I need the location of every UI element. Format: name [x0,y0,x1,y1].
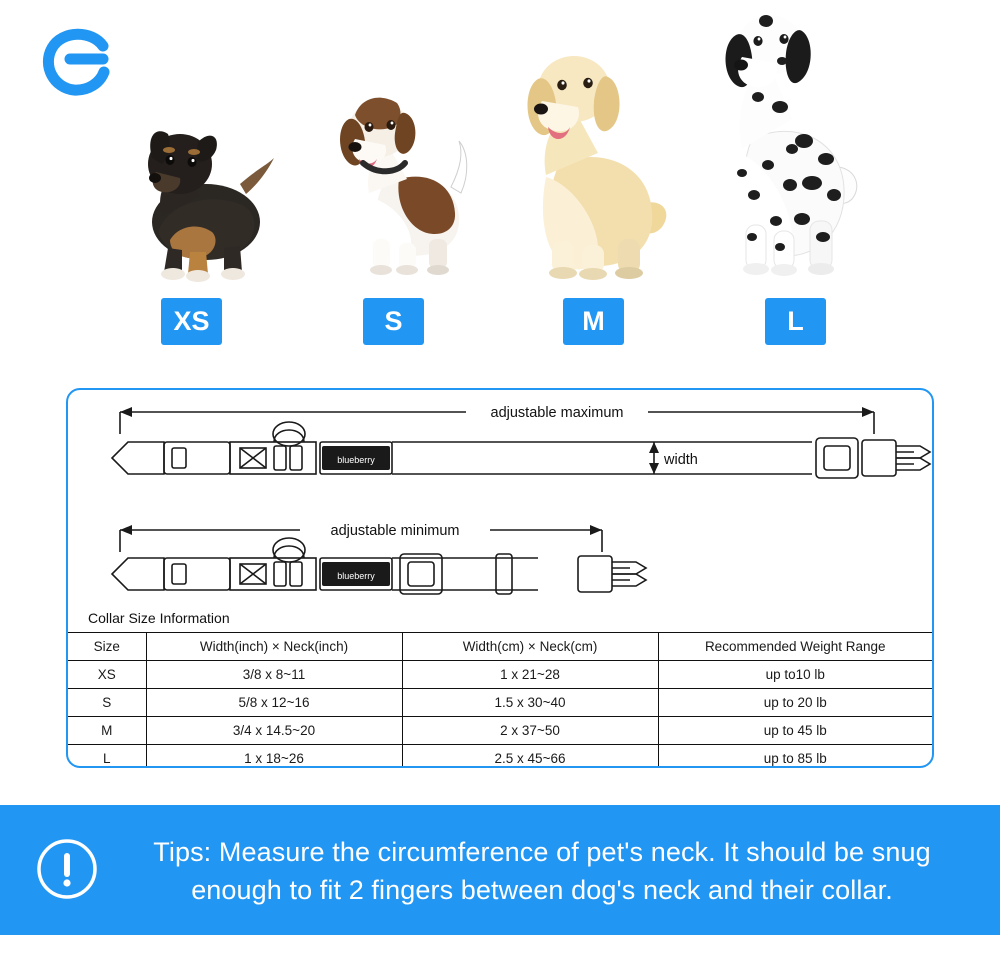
table-row [68,689,932,717]
adjustable-minimum-label: adjustable minimum [330,523,460,539]
table-header-row [68,633,932,661]
exclamation-circle-icon [36,838,98,900]
cell-cm: 2.5 x 45~66 [402,745,658,769]
collar-size-table-wrapper [68,604,932,768]
collar-brand-patch-label: blueberry [337,455,375,465]
table-row [68,745,932,769]
table-header-cm: Width(cm) × Neck(cm) [402,633,658,661]
cell-weight: up to 85 lb [658,745,932,769]
cell-inch: 1 x 18~26 [146,745,402,769]
cell-inch: 3/8 x 8~11 [146,661,402,689]
size-badge-l: L [765,298,826,345]
cell-size: M [68,717,146,745]
cell-weight: up to 20 lb [658,689,932,717]
cell-size: XS [68,661,146,689]
tips-text: Tips: Measure the circumference of pet's neck. It should be snug enough to fit 2 fingers between dog's neck and their collar. [153,837,931,905]
collar-brand-patch-label-2: blueberry [337,571,375,581]
table-row [68,661,932,689]
width-label: width [664,452,698,468]
table-header-size: Size [68,633,146,661]
collar-diagram-card [66,388,934,768]
size-badge-s: S [363,298,424,345]
size-badges [0,298,1000,350]
collar-size-table [68,604,932,768]
table-row [68,717,932,745]
table-header-inch: Width(inch) × Neck(inch) [146,633,402,661]
cell-cm: 1.5 x 30~40 [402,689,658,717]
cell-inch: 3/4 x 14.5~20 [146,717,402,745]
tips-banner [0,805,1000,935]
dog-photo-m [512,27,677,282]
cell-cm: 2 x 37~50 [402,717,658,745]
cell-size: S [68,689,146,717]
cell-weight: up to 45 lb [658,717,932,745]
collar-measurement-diagram [68,390,932,606]
cell-inch: 5/8 x 12~16 [146,689,402,717]
cell-size: L [68,745,146,769]
size-badge-xs: XS [161,298,222,345]
cell-weight: up to10 lb [658,661,932,689]
table-caption: Collar Size Information [88,610,230,626]
dog-photo-l [708,0,868,282]
dog-size-illustrations [0,0,1000,300]
dog-photo-xs [128,92,278,282]
adjustable-maximum-label: adjustable maximum [490,405,624,421]
cell-cm: 1 x 21~28 [402,661,658,689]
size-badge-m: M [563,298,624,345]
dog-photo-s [325,67,480,282]
table-header-weight: Recommended Weight Range [658,633,932,661]
